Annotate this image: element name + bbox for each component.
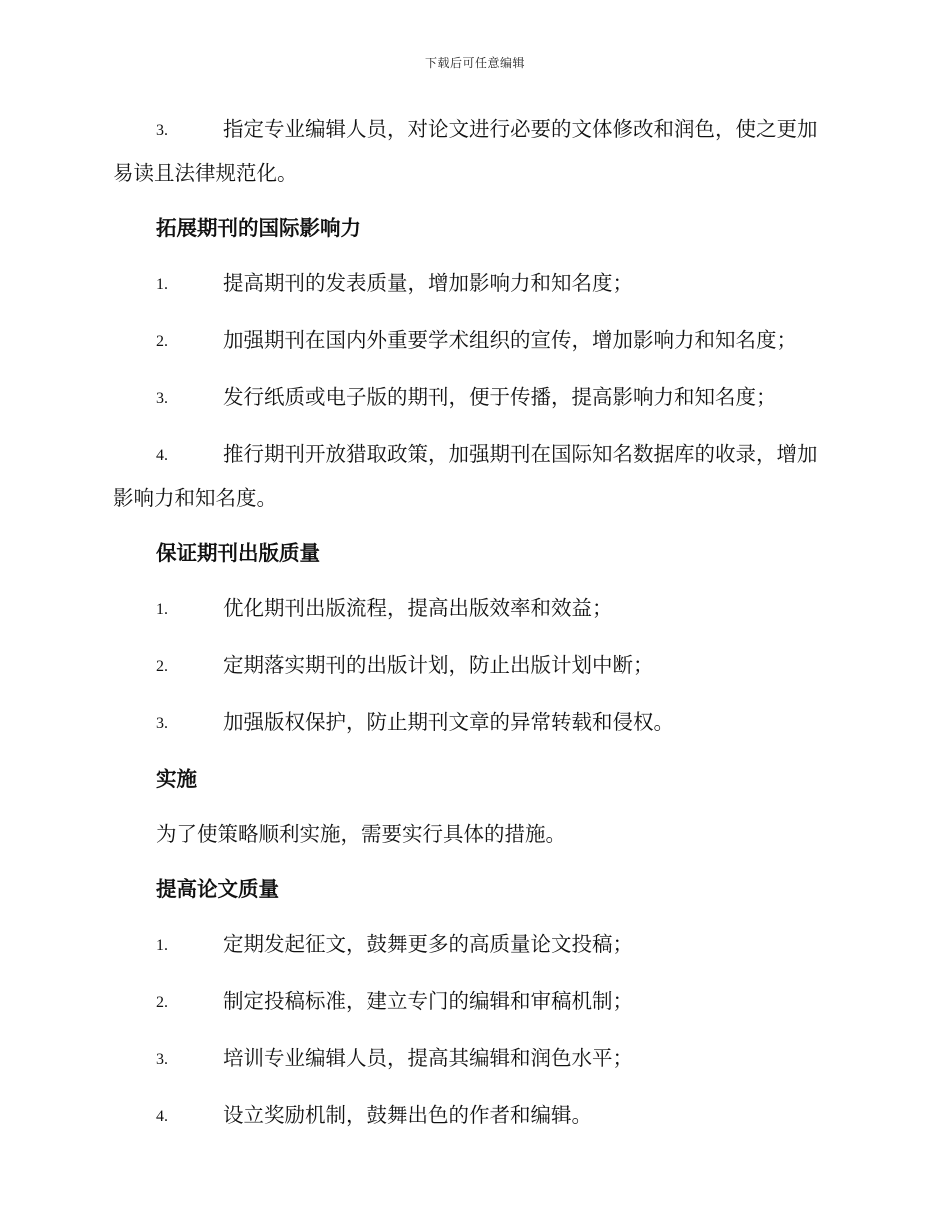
section-heading: 提高论文质量	[156, 877, 279, 901]
section-heading: 实施	[156, 767, 197, 791]
list-item	[113, 1037, 837, 1081]
list-text: 培训专业编辑人员，提高其编辑和润色水平；	[223, 1046, 633, 1070]
list-number: 2.	[156, 333, 168, 350]
list-text: 推行期刊开放猎取政策，加强期刊在国际知名数据库的收录，增加影响力和知名度。	[113, 442, 818, 510]
paragraph: 为了使策略顺利实施，需要实行具体的措施。	[156, 822, 566, 846]
section-heading: 保证期刊出版质量	[156, 541, 320, 565]
list-item	[113, 376, 837, 420]
list-number: 1.	[156, 601, 168, 618]
list-text: 定期发起征文，鼓舞更多的高质量论文投稿；	[223, 932, 633, 956]
list-item	[113, 433, 837, 519]
list-text: 定期落实期刊的出版计划，防止出版计划中断；	[223, 653, 654, 677]
list-item	[113, 923, 837, 967]
list-item	[113, 319, 837, 363]
list-item	[113, 980, 837, 1024]
list-number: 1.	[156, 276, 168, 293]
list-text: 设立奖励机制，鼓舞出色的作者和编辑。	[223, 1103, 592, 1127]
list-number: 3.	[156, 122, 168, 139]
list-item	[113, 701, 837, 745]
document-body	[113, 108, 837, 1151]
list-text: 发行纸质或电子版的期刊，便于传播，提高影响力和知名度；	[223, 385, 777, 409]
list-number: 1.	[156, 937, 168, 954]
list-text: 指定专业编辑人员，对论文进行必要的文体修改和润色，使之更加易读且法律规范化。	[113, 117, 818, 185]
list-item	[113, 587, 837, 631]
list-number: 3.	[156, 1051, 168, 1068]
list-number: 3.	[156, 715, 168, 732]
section-heading: 拓展期刊的国际影响力	[156, 216, 361, 240]
list-text: 制定投稿标准，建立专门的编辑和审稿机制；	[223, 989, 633, 1013]
list-text: 加强版权保护，防止期刊文章的异常转载和侵权。	[223, 710, 674, 734]
list-number: 4.	[156, 1108, 168, 1125]
list-text: 提高期刊的发表质量，增加影响力和知名度；	[223, 271, 633, 295]
list-number: 4.	[156, 447, 168, 464]
list-number: 2.	[156, 658, 168, 675]
list-item	[113, 644, 837, 688]
list-text: 加强期刊在国内外重要学术组织的宣传，增加影响力和知名度；	[223, 328, 797, 352]
list-number: 3.	[156, 390, 168, 407]
list-item	[113, 262, 837, 306]
list-text: 优化期刊出版流程，提高出版效率和效益；	[223, 596, 613, 620]
list-item	[113, 1094, 837, 1138]
list-number: 2.	[156, 994, 168, 1011]
list-item	[113, 108, 837, 194]
page-header: 下载后可任意编辑	[424, 56, 525, 70]
